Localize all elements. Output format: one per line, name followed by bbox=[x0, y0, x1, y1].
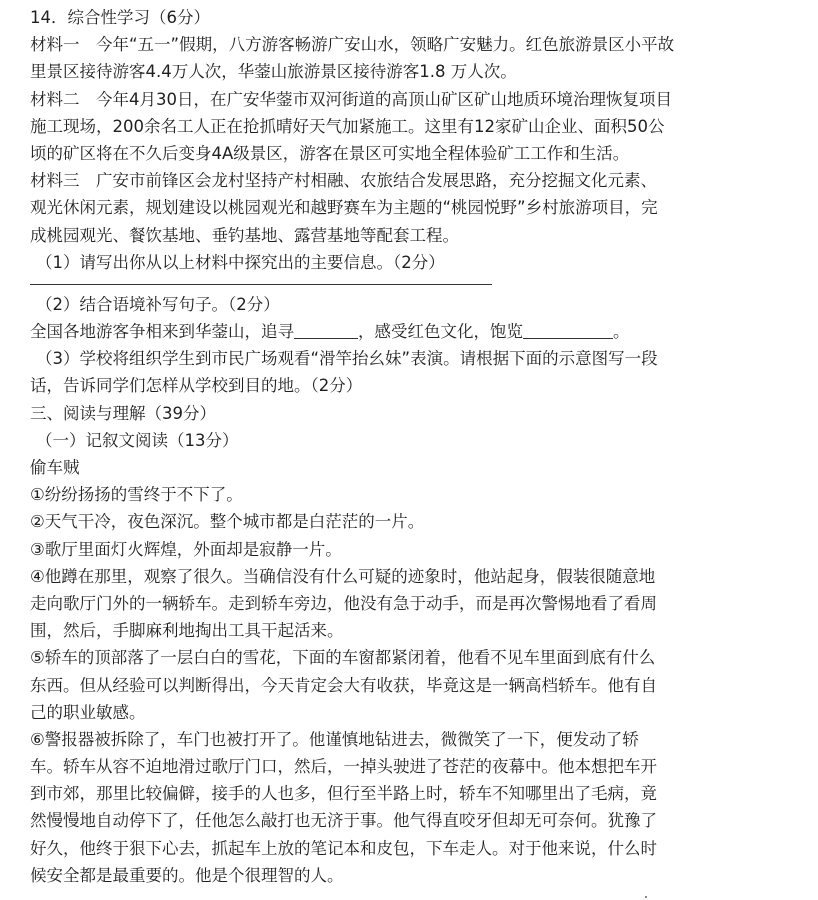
document-page bbox=[30, 4, 814, 889]
material-1-line-1: 材料一 今年“五一”假期，八方游客畅游广安山水，领略广安魅力。红色旅游景区小平故 bbox=[30, 35, 675, 55]
paragraph-line: 到市郊，那里比较偏僻，接手的人也多，但行至半路上时，轿车不知哪里出了毛病，竟 bbox=[30, 784, 657, 804]
part-heading: （一）记叙文阅读（13分） bbox=[36, 430, 239, 450]
paragraph-line: ③歌厅里面灯火辉煌，外面却是寂静一片。 bbox=[30, 539, 342, 559]
paragraph-line: 车。轿车从容不迫地滑过歌厅门口，然后，一掉头驶进了苍茫的夜幕中。他本想把车开 bbox=[30, 757, 657, 777]
story-title: 偷车贼 bbox=[30, 458, 80, 477]
answer-line bbox=[30, 284, 492, 285]
paragraph-line: ①纷纷扬扬的雪终于不下了。 bbox=[30, 485, 243, 505]
sub-question-1: （1）请写出你从以上材料中探究出的主要信息。（2分） bbox=[36, 252, 445, 272]
paragraph-line: 好久，他终于狠下心去，抓起车上放的笔记本和皮包，下车走人。对于他来说，什么时 bbox=[30, 838, 657, 858]
paragraph-line: 东西。但从经验可以判断得出，今天肯定会大有收获，毕竟这是一辆高档轿车。他有自 bbox=[30, 675, 657, 695]
paragraph-line: ⑥警报器被拆除了，车门也被打开了。他谨慎地钻进去，微微笑了一下，便发动了轿 bbox=[30, 729, 639, 749]
paragraph-line: 然慢慢地自动停下了，任他怎么敲打也无济于事。他气得直咬牙但却无可奈何。犹豫了 bbox=[30, 811, 657, 831]
fill-in-text-2: ，感受红色文化，饱览 bbox=[358, 322, 523, 342]
material-2-line-3: 顷的矿区将在不久后变身4A级景区，游客在景区可实地全程体验矿工工作和生活。 bbox=[30, 143, 630, 163]
material-3-line-3: 成桃园观光、餐饮基地、垂钓基地、露营基地等配套工程。 bbox=[30, 225, 459, 245]
fill-in-blank-1 bbox=[294, 320, 358, 339]
fill-in-sentence bbox=[30, 318, 814, 345]
paragraph-line: ④他蹲在那里，观察了很久。当确信没有什么可疑的迹象时，他站起身，假装很随意地 bbox=[30, 566, 656, 586]
fill-in-blank-2 bbox=[523, 320, 613, 339]
fill-in-text-1: 全国各地游客争相来到华蓥山，追寻 bbox=[30, 322, 294, 342]
section-heading: 三、阅读与理解（39分） bbox=[30, 403, 216, 423]
fill-in-text-3: 。 bbox=[613, 322, 630, 342]
material-2-line-1: 材料二 今年4月30日，在广安华蓥市双河街道的高顶山矿区矿山地质环境治理恢复项目 bbox=[30, 89, 672, 109]
paragraph-line: 围，然后，手脚麻利地掏出工具干起活来。 bbox=[30, 621, 344, 641]
material-2-line-2: 施工现场，200余名工人正在抢抓晴好天气加紧施工。这里有12家矿山企业、面积50公 bbox=[30, 116, 665, 136]
paragraph-line: 走向歌厅门外的一辆轿车。走到轿车旁边，他没有急于动手，而是再次警惕地看了看周 bbox=[30, 593, 657, 613]
paragraph-line: ②天气干冷，夜色深沉。整个城市都是白茫茫的一片。 bbox=[30, 512, 425, 532]
paragraph-line: 己的职业敏感。 bbox=[30, 702, 146, 722]
material-1-line-2: 里景区接待游客4.4万人次，华蓥山旅游景区接待游客1.8 万人次。 bbox=[30, 62, 517, 82]
material-3-line-1: 材料三 广安市前锋区会龙村坚持产村相融、农旅结合发展思路，充分挖掘文化元素、 bbox=[30, 171, 657, 191]
stray-dot bbox=[645, 896, 647, 898]
material-3-line-2: 观光休闲元素，规划建设以桃园观光和越野赛车为主题的“桃园悦野”乡村旅游项目，完 bbox=[30, 198, 658, 218]
sub-question-2: （2）结合语境补写句子。（2分） bbox=[36, 294, 280, 314]
paragraph-line: ⑤轿车的顶部落了一层白白的雪花，下面的车窗都紧闭着，他看不见车里面到底有什么 bbox=[30, 648, 656, 668]
question-14-title: 14．综合性学习（6分） bbox=[30, 8, 210, 27]
sub-question-3-line-2: 话，告诉同学们怎样从学校到目的地。（2分） bbox=[30, 376, 363, 396]
paragraph-line: 候安全都是最重要的。他是个很理智的人。 bbox=[30, 865, 344, 885]
sub-question-3-line-1: （3）学校将组织学生到市民广场观看“滑竿抬幺妹”表演。请根据下面的示意图写一段 bbox=[36, 349, 658, 369]
